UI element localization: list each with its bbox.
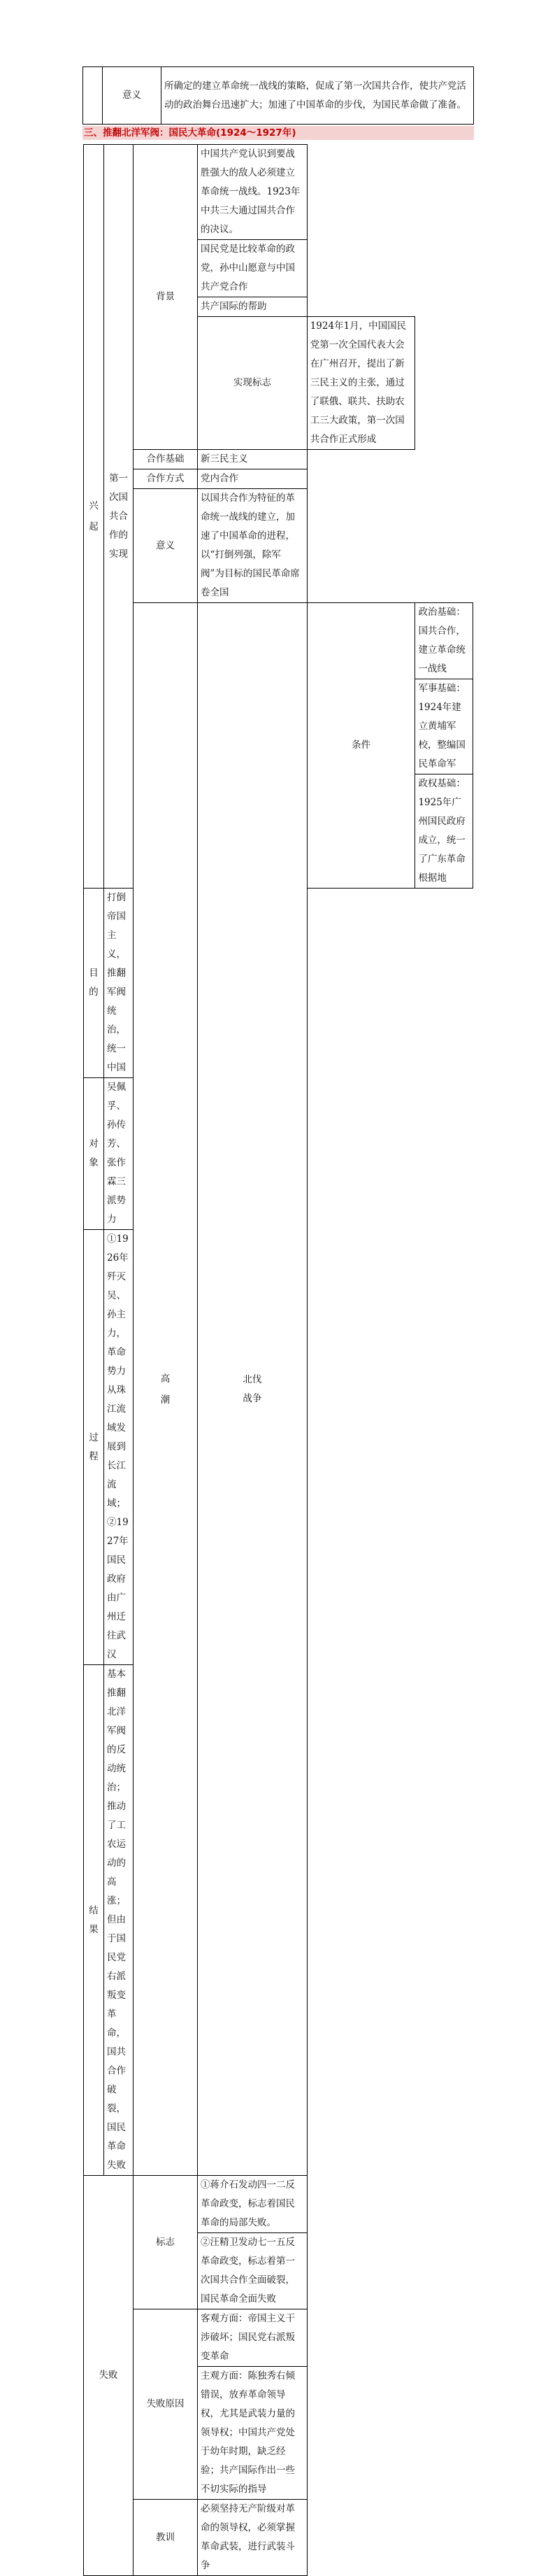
cause-2: 主观方面：陈独秀右倾错误，放弃革命领导权，尤其是武装力量的领导权；中国共产党处于幼年时期，缺乏经验；共产国际作出一些不切实际的指导: [198, 2367, 308, 2500]
cond-3: 政权基础：1925年广州国民政府成立，统一了广东革命根据地: [415, 774, 473, 889]
sign: 1924年1月，中国国民党第一次全国代表大会在广州召开，提出了新三民主义的主张，通过了联俄、联共、扶助农工三大政策，第一次国共合作正式形成: [307, 317, 415, 450]
lesson: 必须坚持无产阶级对革命的领导权，必须掌握革命武装，进行武装斗争: [198, 2500, 308, 2576]
stage-rise: 兴起: [84, 145, 104, 889]
top-label: 意义: [103, 67, 161, 125]
label-mode: 合作方式: [134, 469, 198, 489]
label-result: 结果: [84, 1665, 104, 2176]
cond-2: 军事基础：1924年建立黄埔军校，整编国民革命军: [415, 679, 473, 774]
mode: 党内合作: [198, 469, 308, 489]
stage-fail: 失败: [84, 2176, 134, 2576]
empty-cell: [83, 67, 103, 125]
target: 吴佩孚、孙传芳、张作霖三派势力: [104, 1078, 134, 1230]
label-target: 对象: [84, 1078, 104, 1230]
label-cond: 条件: [307, 603, 415, 889]
meaning: 以国共合作为特征的革命统一战线的建立，加速了中国革命的进程，以“打倒列强，除军阀”为目标的国民革命席卷全国: [198, 489, 308, 603]
label-sign: 实现标志: [198, 317, 308, 450]
basis: 新三民主义: [198, 450, 308, 469]
label-basis: 合作基础: [134, 450, 198, 469]
label-goal: 目的: [84, 889, 104, 1078]
sub-rise: 第一次国共合作的实现: [104, 145, 134, 889]
stage-peak: 高潮: [134, 603, 198, 2176]
mark-1: ①蒋介石发动四一二反革命政变，标志着国民革命的局部失败。: [198, 2176, 308, 2233]
background-1: 中国共产党认识到要战胜强大的敌人必须建立革命统一战线。1923年中共三大通过国共合作的决议。: [198, 145, 308, 240]
label-background: 背景: [134, 145, 198, 450]
top-table: [82, 66, 474, 125]
label-meaning: 意义: [134, 489, 198, 603]
top-text: 所确定的建立革命统一战线的策略，促成了第一次国共合作，使共产党活动的政治舞台迅速扩大；加速了中国革命的步伐，为国民革命做了准备。: [161, 67, 474, 125]
label-mark: 标志: [134, 2176, 198, 2309]
mark-2: ②汪精卫发动七一五反革命政变，标志着第一次国共合作全面破裂，国民革命全面失败: [198, 2233, 308, 2309]
sub-peak: 北伐战争: [198, 603, 308, 2176]
section-heading: 三、推翻北洋军阀：国民大革命(1924～1927年): [82, 126, 474, 140]
label-lesson: 教训: [134, 2500, 198, 2576]
result: 基本推翻北洋军阀的反动统治；推动了工农运动的高涨；但由于国民党右派叛变革命，国共合作破裂，国民革命失败: [104, 1665, 134, 2176]
label-cause: 失败原因: [134, 2309, 198, 2500]
process: ①1926年歼灭吴、孙主力，革命势力从珠江流域发展到长江流域；②1927年国民政府由广州迁往武汉: [104, 1230, 134, 1665]
cause-1: 客观方面：帝国主义干涉破坏；国民党右派叛变革命: [198, 2309, 308, 2367]
cond-1: 政治基础：国共合作，建立革命统一战线: [415, 603, 473, 679]
goal: 打倒帝国主义，推翻军阀统治，统一中国: [104, 889, 134, 1078]
label-process: 过程: [84, 1230, 104, 1665]
background-2: 国民党是比较革命的政党，孙中山愿意与中国共产党合作: [198, 240, 308, 297]
background-3: 共产国际的帮助: [198, 297, 308, 317]
revolution-table: [83, 144, 473, 2576]
